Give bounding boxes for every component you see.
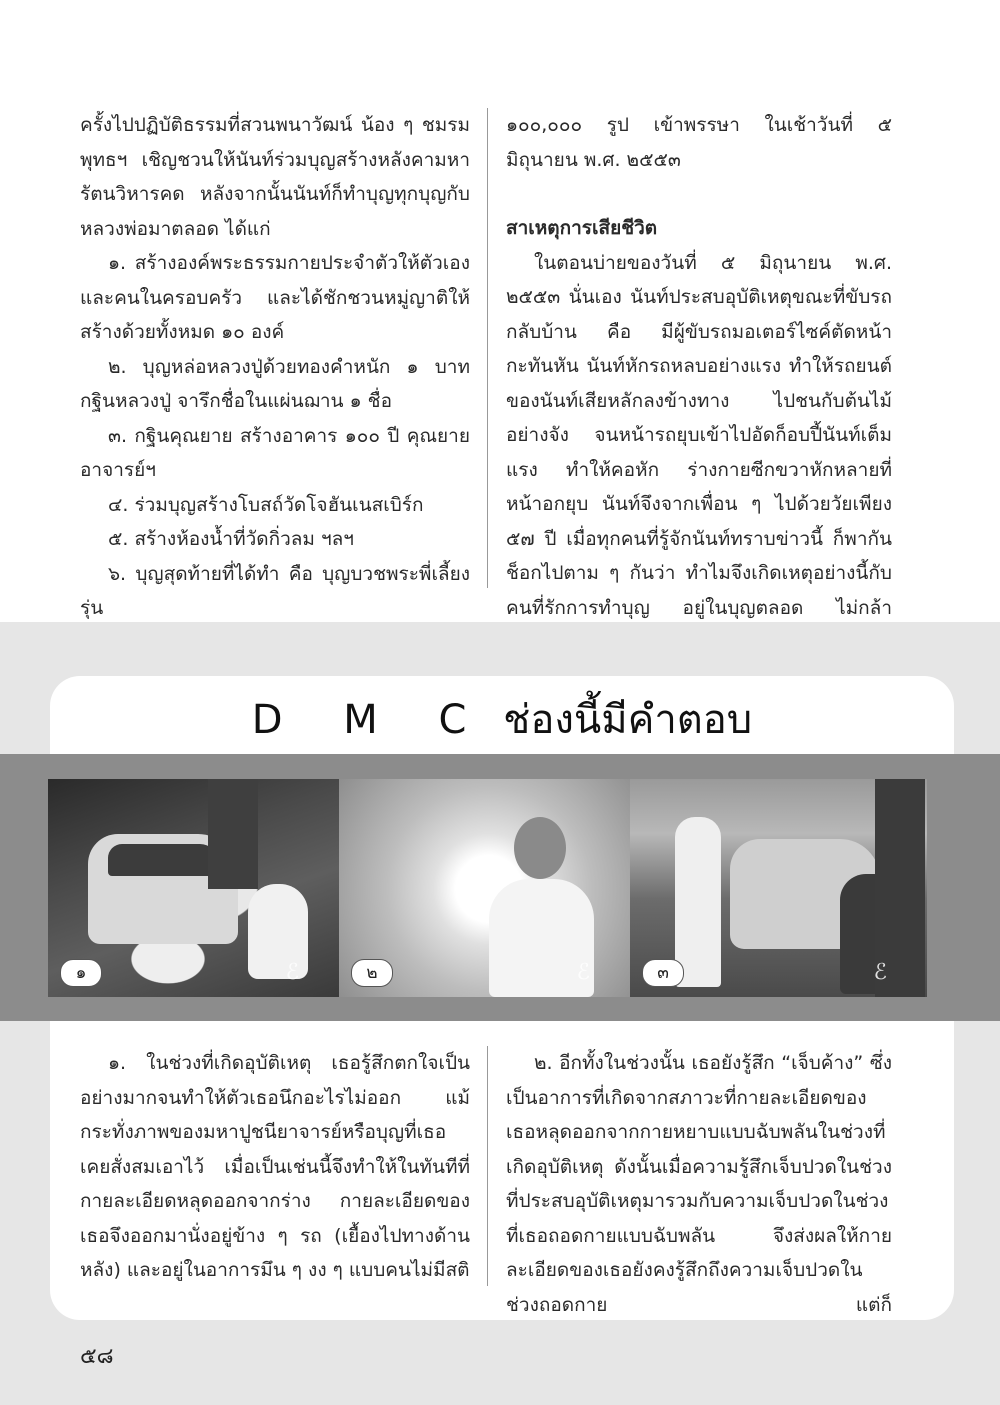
paragraph: ๒. บุญหล่อหลวงปู่ด้วยทองคำหนัก ๑ บาท กฐินหลวงปู่ จารึกชื่อในแผ่นฌาน ๑ ชื่อ [80,355,470,412]
illustration-number-badge: ๑ [60,959,102,987]
paragraph: ๑. ในช่วงที่เกิดอุบัติเหตุ เธอรู้สึกตกใจเป็นอย่างมากจนทำให้ตัวเธอนึกอะไรไม่ออก แม้กระทั่งภาพของมหาปูชนียาจารย์หรือบุญที่เธอเคยสั่งสมเอาไว้ เมื่อเป็นเช่นนี้จึงทำให้ในทันทีที่กายละเอียดหลุดออกจากร่าง กายละเอียดของเธอจึงออกมานั่งอยู่ข้าง ๆ รถ (เยื้องไปทางด้านหลัง) และอยู่ในอาการมึน ๆ งง ๆ แบบคนไม่มีสติ [80,1052,470,1281]
tree-trunk [208,779,258,889]
bottom-column-divider [487,1046,488,1286]
paragraph: ครั้งไปปฏิบัติธรรมที่สวนพนาวัฒน์ น้อง ๆ ชมรมพุทธฯ เชิญชวนให้นันท์ร่วมบุญสร้างหลังคามหารัตนวิหารคด หลังจากนั้นนันท์ก็ทำบุญทุกบุญกับหลวงพ่อมาตลอด ได้แก่ [80,114,470,240]
top-column-divider [487,108,488,588]
paragraph: ๓. กฐินคุณยาย สร้างอาคาร ๑๐๐ ปี คุณยาย อาจารย์ฯ [80,424,470,481]
paragraph: ๔. ร่วมบุญสร้างโบสถ์วัดโจฮันเนสเบิร์ก [108,493,424,516]
seated-figure [248,884,308,979]
woman-head [514,817,566,879]
dmc-section-title [50,690,954,750]
publisher-logo-icon: ℰ [873,960,887,985]
paragraph: ๑๐๐,๐๐๐ รูป เข้าพรรษา ในเช้าวันที่ ๕ มิถุนายน พ.ศ. ๒๕๕๓ [506,114,892,171]
paragraph: ๖. บุญสุดท้ายที่ได้ทำ คือ บุญบวชพระพี่เลี้ยงรุ่น [80,562,470,619]
page-number: ๕๘ [80,1344,114,1369]
top-right-column [506,108,892,660]
illustration-2-woman-in-light [339,779,630,997]
bottom-right-column [506,1046,892,1322]
paragraph: ๑. สร้างองค์พระธรรมกายประจำตัวให้ตัวเองและคนในครอบครัว และได้ชักชวนหมู่ญาติให้สร้างด้วยทั้งหมด ๑๐ องค์ [80,252,470,343]
paragraph: ๕. สร้างห้องน้ำที่วัดกิ่วลม ฯลฯ [108,528,354,550]
publisher-logo-icon: ℰ [285,960,299,985]
standing-figure [675,817,721,987]
publisher-logo-icon: ℰ [576,960,590,985]
paragraph: ในตอนบ่ายของวันที่ ๕ มิถุนายน พ.ศ. ๒๕๕๓ นั่นเอง นันท์ประสบอุบัติเหตุขณะที่ขับรถกลับบ้าน คือ มีผู้ขับรถมอเตอร์ไซค์ตัดหน้ากะทันหัน นันท์หักรถหลบอย่างแรง ทำให้รถยนต์ของนันท์เสียหลักลงข้างทาง ไปชนกับต้นไม้อย่างจัง จนหน้ารถยุบเข้าไปอัดก็อบปี้นันท์เต็มแรง ทำให้คอหัก ร่างกายซีกขวาหักหลายที่ หน้าอกยุบ นันท์จึงจากเพื่อน ๆ ไปด้วยวัยเพียง ๕๗ ปี เมื่อทุกคนที่รู้จักนันท์ทราบข่าวนี้ ก็พากันช็อกไปตาม ๆ กันว่า ทำไมจึงเกิดเหตุอย่างนี้กับคนที่รักการทำบุญ อยู่ในบุญตลอด ไม่กล้า [506,251,892,619]
illustration-number-badge: ๓ [642,959,684,987]
car-window [108,844,218,876]
illustration-1-car-crash [48,779,339,997]
dmc-title-thai: ช่องนี้มีคำตอบ [503,697,753,743]
top-left-column [80,108,470,626]
illustration-3-accident-scene [630,779,927,997]
illustration-number-badge: ๒ [351,959,393,987]
dmc-title-latin: D M C [251,697,491,743]
section-heading: สาเหตุการเสียชีวิต [506,217,658,239]
paragraph: ๒. อีกทั้งในช่วงนั้น เธอยังรู้สึก “เจ็บค้าง” ซึ่งเป็นอาการที่เกิดจากสภาวะที่กายละเอียดของเธอหลุดออกจากกายหยาบแบบฉับพลันในช่วงที่เกิดอุบัติเหตุ ดังนั้นเมื่อความรู้สึกเจ็บปวดในช่วงที่ประสบอุบัติเหตุมารวมกับความเจ็บปวดในช่วงที่เธอถอดกายแบบฉับพลัน จึงส่งผลให้กายละเอียดของเธอยังคงรู้สึกถึงความเจ็บปวดในช่วงถอดกาย แต่ก็ [506,1052,892,1316]
bottom-left-column [80,1046,470,1288]
